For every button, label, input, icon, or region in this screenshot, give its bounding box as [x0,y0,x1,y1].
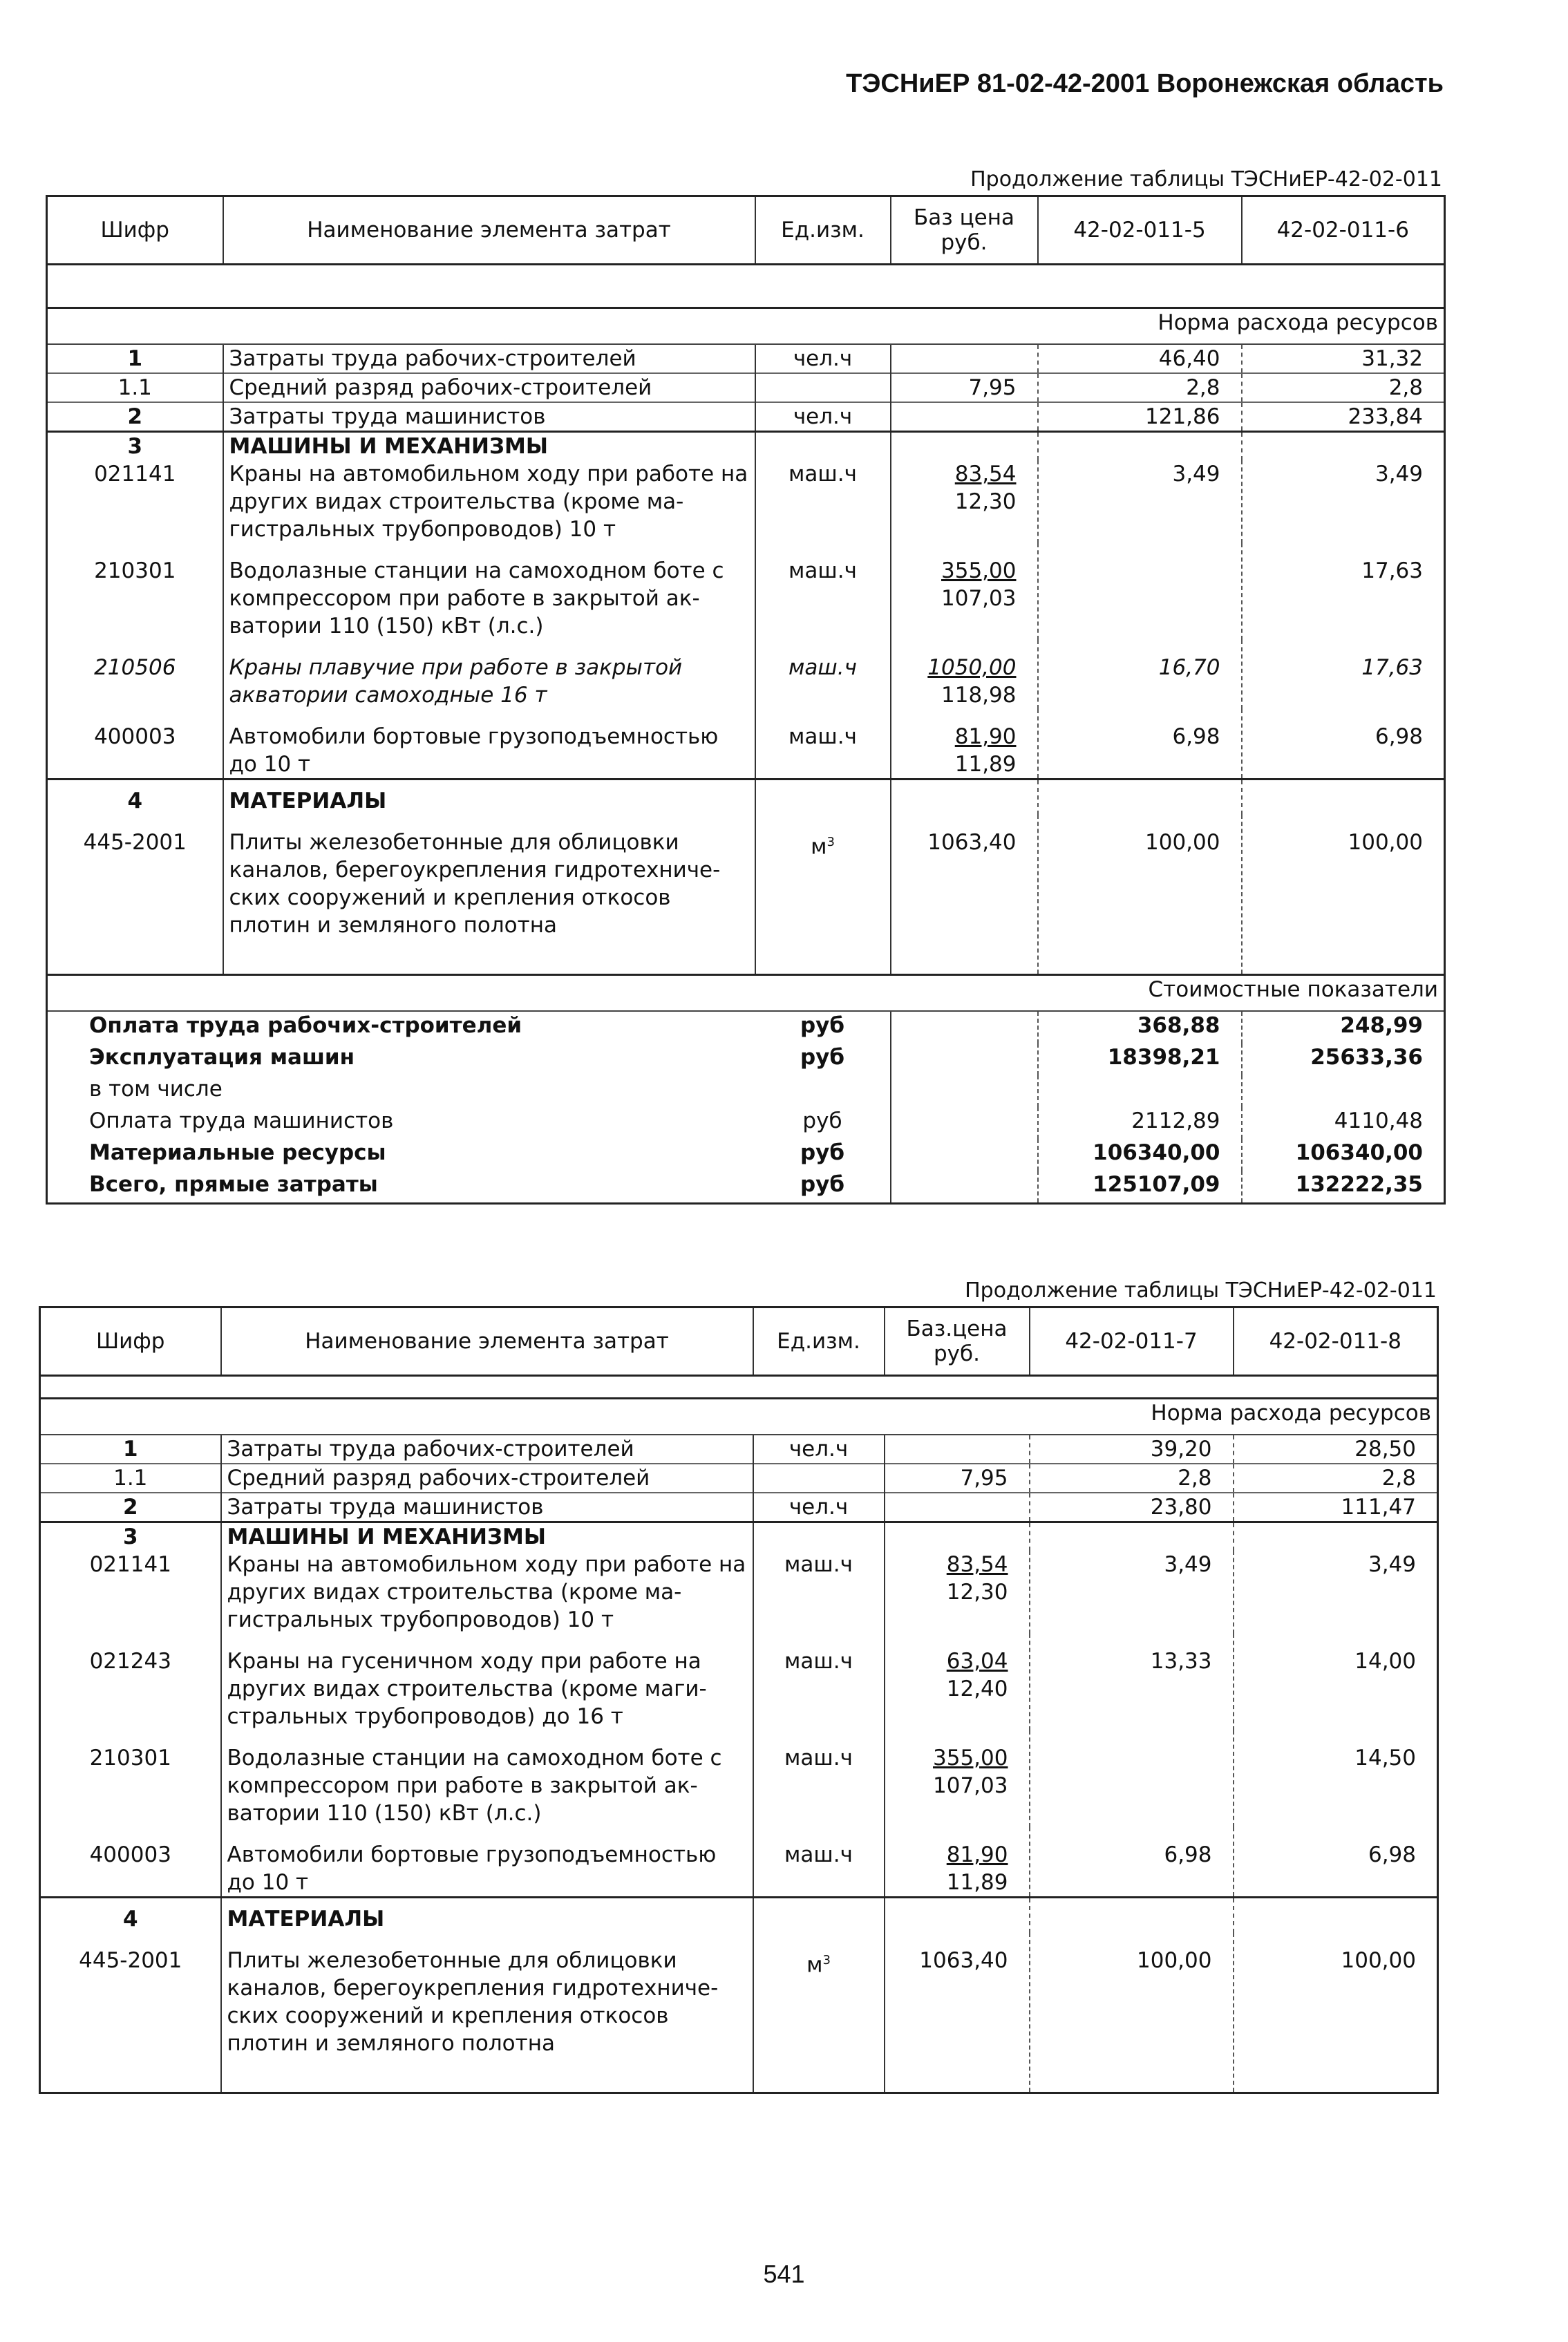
row-value-1: 2,8 [1038,373,1242,402]
unit-text: м [811,834,827,860]
row-value-2: 6,98 [1368,1842,1416,1867]
row-value-2: 111,47 [1234,1493,1438,1522]
cost-unit: руб [755,1171,891,1204]
row-value-2: 100,00 [1348,830,1423,855]
unit-text: м [806,1952,823,1978]
cost-row [47,1171,1445,1204]
row-name: Средний разряд рабочих-строителей [223,373,755,402]
price-main: 83,54 [954,462,1017,487]
norm-caption: Норма расхода ресурсов [47,308,1445,345]
table-row [40,1551,1438,1634]
row-name: Краны на автомобильном ходу при работе на других видах строительства (кроме ма-гистральных трубопроводов) 10 т [221,1551,753,1634]
row-name: Затраты труда машинистов [223,402,755,432]
row-code: 400003 [40,1827,221,1898]
price-secondary: 12,30 [954,489,1017,514]
table1-continuation-caption: Продолжение таблицы ТЭСНиЕР-42-02-011 [970,167,1442,191]
row-price: 1063,40 [891,815,1038,975]
table-row [47,709,1445,780]
section-title: МАШИНЫ И МЕХАНИЗМЫ [223,432,755,461]
row-unit [753,1464,885,1493]
table1-norm-caption-row [47,308,1445,345]
row-value-2: 3,49 [1368,1552,1416,1577]
cost-value-2: 25633,36 [1310,1045,1423,1070]
price-main: 1050,00 [927,655,1017,680]
norm-caption: Норма расхода ресурсов [40,1399,1438,1435]
row-name: Автомобили бортовые грузоподъемностью до 10 т [223,709,755,780]
table2-norm-caption-row [40,1399,1438,1435]
price-secondary: 11,89 [946,1870,1008,1895]
header-col2: 42-02-011-6 [1242,196,1445,265]
cost-name: в том числе [89,1077,223,1102]
table-row [47,640,1445,709]
row-unit: маш.ч [755,460,891,543]
section-row [40,1898,1438,1934]
row-value-1: 39,20 [1030,1435,1234,1464]
row-unit: маш.ч [753,1730,885,1827]
price-main: 81,90 [946,1842,1008,1867]
cost-name: Эксплуатация машин [89,1045,355,1070]
header-col1: 42-02-011-7 [1030,1307,1234,1376]
row-price [885,1730,1030,1827]
row-unit: маш.ч [755,543,891,640]
section-row [47,432,1445,461]
row-name: Затраты труда рабочих-строителей [221,1435,753,1464]
cost-row [47,1011,1445,1043]
section-title: МАТЕРИАЛЫ [221,1898,753,1934]
document-title: ТЭСНиЕР 81-02-42-2001 Воронежская область [846,69,1444,98]
cost-row [47,1043,1445,1075]
row-unit: маш.ч [753,1551,885,1634]
row-unit: чел.ч [755,344,891,373]
row-value-2: 31,32 [1361,346,1423,371]
row-value-1: 121,86 [1038,402,1242,432]
row-value-1: 2,8 [1030,1464,1234,1493]
price-main: 81,90 [954,724,1017,749]
row-unit: чел.ч [753,1435,885,1464]
cost-value-2: 248,99 [1340,1013,1423,1038]
section-row [40,1522,1438,1551]
row-price [891,640,1038,709]
cost-row [47,1107,1445,1139]
row-code: 445-2001 [40,1933,221,2093]
row-code: 1.1 [47,373,223,402]
row-name: Водолазные станции на самоходном боте с компрессором при работе в закрытой ак-ватории 110 (150) кВт (л.с.) [221,1730,753,1827]
row-code: 021243 [40,1634,221,1730]
row-value-1: 100,00 [1030,1933,1234,2093]
cost-value-1: 2112,89 [1038,1107,1242,1139]
row-value-2: 100,00 [1341,1948,1416,1973]
row-code: 4 [40,1898,221,1934]
row-value-2: 3,49 [1375,462,1423,487]
row-name: Плиты железобетонные для облицовки каналов, берегоукрепления гидротехниче-ских сооружений и крепления откосов плотин и земляного полотна [221,1933,753,2093]
row-value-2: 233,84 [1242,402,1445,432]
row-unit: маш.ч [753,1634,885,1730]
header-col2: 42-02-011-8 [1234,1307,1438,1376]
unit-superscript: 3 [822,1953,831,1967]
cost-value-1: 106340,00 [1038,1139,1242,1171]
table1-header-row [47,196,1445,265]
row-value-1: 16,70 [1038,640,1242,709]
row-price [885,1493,1030,1522]
page-number: 541 [763,2260,805,2288]
price-secondary: 12,40 [946,1677,1008,1701]
header-price: Баз.цена руб. [885,1307,1030,1376]
row-value-1: 23,80 [1030,1493,1234,1522]
row-value-2: 2,8 [1242,373,1445,402]
cost-value-1: 18398,21 [1038,1043,1242,1075]
table-row [40,1634,1438,1730]
table-row [40,1435,1438,1464]
row-value-2: 6,98 [1375,724,1423,749]
row-price [885,1827,1030,1898]
header-col1: 42-02-011-5 [1038,196,1242,265]
unit-superscript: 3 [826,835,835,849]
row-code: 210506 [47,640,223,709]
row-unit [755,373,891,402]
row-code: 1 [40,1435,221,1464]
row-code: 1 [47,344,223,373]
row-code: 4 [47,780,223,815]
table-row [40,1827,1438,1898]
cost-unit: руб [755,1139,891,1171]
header-name: Наименование элемента затрат [223,196,755,265]
price-main: 355,00 [933,1746,1008,1770]
row-price [885,1634,1030,1730]
section-title: МАШИНЫ И МЕХАНИЗМЫ [221,1522,753,1551]
row-code: 3 [47,432,223,461]
table-row [40,1933,1438,2093]
row-code: 210301 [40,1730,221,1827]
row-value-1: 3,49 [1030,1551,1234,1634]
row-code: 400003 [47,709,223,780]
table2 [39,1306,1439,2094]
row-name: Затраты труда рабочих-строителей [223,344,755,373]
table-row [47,373,1445,402]
table1-cost-caption-row [47,975,1445,1012]
header-price: Баз цена руб. [891,196,1038,265]
table-row [40,1730,1438,1827]
row-value-2: 14,50 [1354,1746,1416,1770]
row-unit: маш.ч [755,640,891,709]
price-secondary: 118,98 [941,683,1017,708]
table1 [46,195,1446,1205]
cost-name: Всего, прямые затраты [89,1172,378,1197]
cost-value-2: 4110,48 [1334,1108,1423,1133]
section-row [47,780,1445,815]
row-code: 3 [40,1522,221,1551]
row-price [885,1551,1030,1634]
price-main: 83,54 [946,1552,1008,1577]
row-value-1: 13,33 [1030,1634,1234,1730]
price-secondary: 11,89 [954,752,1017,777]
table-row [47,460,1445,543]
cost-row [47,1075,1445,1107]
row-value-2: 17,63 [1361,655,1423,680]
header-unit: Ед.изм. [755,196,891,265]
row-name: Водолазные станции на самоходном боте с компрессором при работе в закрытой ак-ватории 110 (150) кВт (л.с.) [223,543,755,640]
table2-header-row [40,1307,1438,1376]
price-secondary: 107,03 [933,1773,1008,1798]
price-secondary: 107,03 [941,586,1017,611]
row-price [885,1435,1030,1464]
cost-unit: руб [755,1043,891,1075]
row-value-1: 100,00 [1038,815,1242,975]
row-code: 2 [40,1493,221,1522]
row-code: 210301 [47,543,223,640]
row-unit: маш.ч [755,709,891,780]
cost-name: Оплата труда машинистов [89,1108,394,1133]
row-price: 7,95 [891,373,1038,402]
table-row [47,815,1445,975]
cost-caption: Стоимостные показатели [47,975,1445,1012]
row-value-2: 17,63 [1361,558,1423,583]
row-value-2: 28,50 [1354,1437,1416,1462]
row-code: 1.1 [40,1464,221,1493]
row-value-1 [1030,1730,1234,1827]
row-name: Плиты железобетонные для облицовки каналов, берегоукрепления гидротехниче-ских сооружений и крепления откосов плотин и земляного полотна [223,815,755,975]
table-row [47,344,1445,373]
row-name: Затраты труда машинистов [221,1493,753,1522]
row-value-1: 46,40 [1038,344,1242,373]
price-main: 355,00 [941,558,1017,583]
cost-value-1: 368,88 [1038,1011,1242,1043]
row-price [891,543,1038,640]
row-unit: чел.ч [753,1493,885,1522]
row-code: 021141 [40,1551,221,1634]
row-name: Краны на автомобильном ходу при работе на других видах строительства (кроме ма-гистральных трубопроводов) 10 т [223,460,755,543]
table-row [40,1493,1438,1522]
cost-name: Материальные ресурсы [89,1140,386,1165]
row-price: 7,95 [885,1464,1030,1493]
row-price [891,709,1038,780]
row-name: Автомобили бортовые грузоподъемностью до 10 т [221,1827,753,1898]
cost-value-1: 125107,09 [1038,1171,1242,1204]
row-value-1: 6,98 [1030,1827,1234,1898]
row-unit: чел.ч [755,402,891,432]
header-code: Шифр [47,196,223,265]
cost-value-2: 106340,00 [1295,1140,1423,1165]
row-value-2: 2,8 [1234,1464,1438,1493]
header-name: Наименование элемента затрат [221,1307,753,1376]
table-row [40,1464,1438,1493]
cost-name: Оплата труда рабочих-строителей [89,1013,522,1038]
header-unit: Ед.изм. [753,1307,885,1376]
cost-unit: руб [755,1107,891,1139]
row-code: 021141 [47,460,223,543]
row-value-1: 6,98 [1038,709,1242,780]
cost-value-2: 132222,35 [1295,1172,1423,1197]
row-price [891,402,1038,432]
row-unit: маш.ч [753,1827,885,1898]
row-value-1 [1038,543,1242,640]
section-title: МАТЕРИАЛЫ [223,780,755,815]
table-row [47,402,1445,432]
row-code: 2 [47,402,223,432]
cost-row [47,1139,1445,1171]
price-secondary: 12,30 [946,1580,1008,1605]
row-price [891,344,1038,373]
row-unit [753,1933,885,2093]
cost-unit: руб [755,1011,891,1043]
row-price [891,460,1038,543]
row-price: 1063,40 [885,1933,1030,2093]
table-row [47,543,1445,640]
row-name: Краны плавучие при работе в закрытой акватории самоходные 16 т [223,640,755,709]
price-main: 63,04 [946,1649,1008,1674]
row-unit [755,815,891,975]
table2-continuation-caption: Продолжение таблицы ТЭСНиЕР-42-02-011 [965,1278,1437,1303]
row-value-1: 3,49 [1038,460,1242,543]
row-code: 445-2001 [47,815,223,975]
row-value-2: 14,00 [1354,1649,1416,1674]
row-name: Средний разряд рабочих-строителей [221,1464,753,1493]
row-name: Краны на гусеничном ходу при работе на других видах строительства (кроме маги-стральных трубопроводов) до 16 т [221,1634,753,1730]
header-code: Шифр [40,1307,221,1376]
